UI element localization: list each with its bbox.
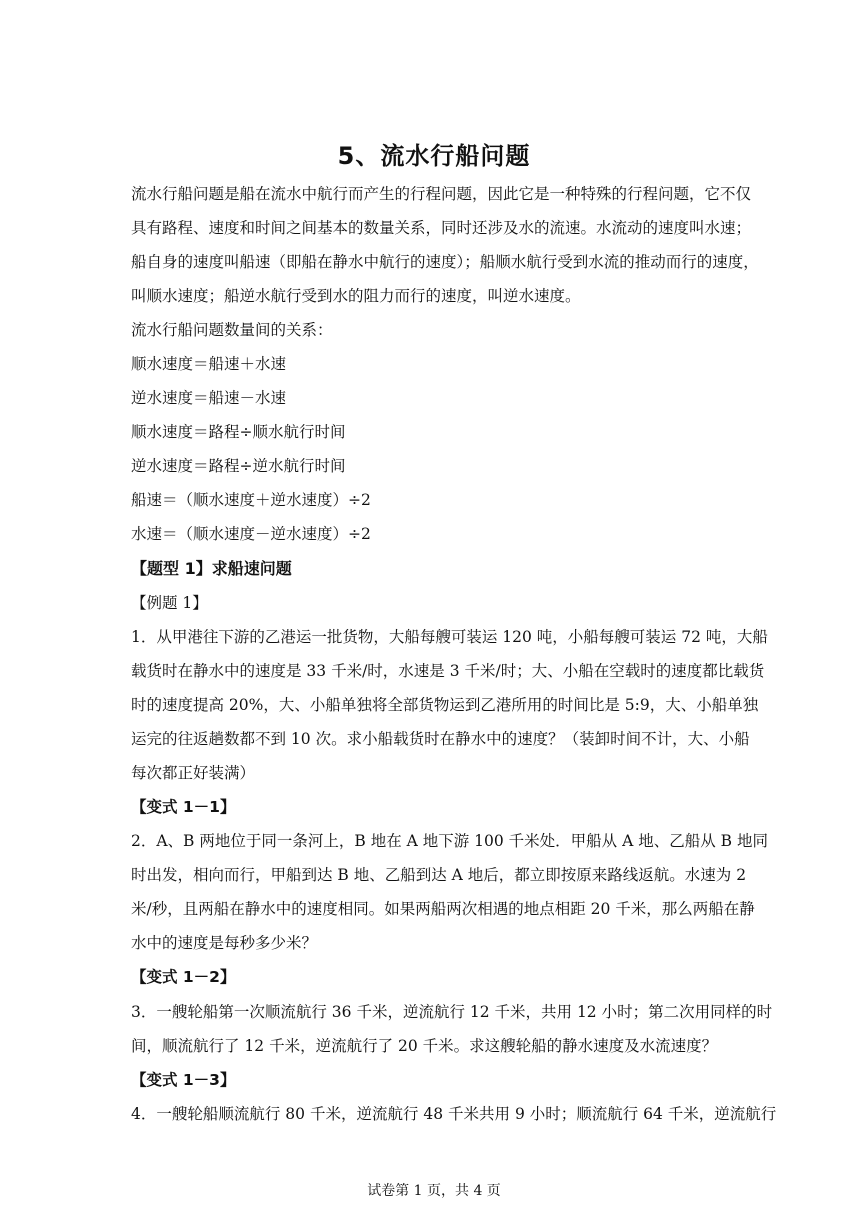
intro-line-2: 具有路程、速度和时间之间基本的数量关系，同时还涉及水的流速。水流动的速度叫水速； xyxy=(131,219,752,237)
problem-2-line: 米/秒，且两船在静水中的速度相同。如果两船两次相遇的地点相距 20 千米，那么两船在静 xyxy=(131,900,755,918)
relation-line: 水速＝（顺水速度－逆水速度）÷2 xyxy=(131,525,371,543)
problem-1-line: 1．从甲港往下游的乙港运一批货物，大船每艘可装运 120 吨，小船每艘可装运 72 吨，大船 xyxy=(131,628,768,646)
page-title: 5、流水行船问题 xyxy=(337,142,531,170)
variant-label: 【变式 1－3】 xyxy=(131,1071,236,1089)
problem-2-line: 2．A、B 两地位于同一条河上，B 地在 A 地下游 100 千米处．甲船从 A 地、乙船从 B 地同 xyxy=(131,832,768,850)
variant-label: 【变式 1－2】 xyxy=(131,968,236,986)
intro-line-4: 叫顺水速度；船逆水航行受到水的阻力而行的速度，叫逆水速度。 xyxy=(131,287,581,305)
problem-3-line: 间，顺流航行了 12 千米，逆流航行了 20 千米。求这艘轮船的静水速度及水流速度？ xyxy=(131,1037,718,1055)
problem-1-line: 运完的往返趟数都不到 10 次。求小船载货时在静水中的速度？（装卸时间不计，大、小船 xyxy=(131,730,750,748)
relation-line: 逆水速度＝船速－水速 xyxy=(131,389,287,407)
relation-line: 逆水速度＝路程÷逆水航行时间 xyxy=(131,457,346,475)
problem-1-line: 每次都正好装满） xyxy=(131,764,256,782)
problem-1-line: 时的速度提高 20%，大、小船单独将全部货物运到乙港所用的时间比是 5:9，大、小船单独 xyxy=(131,696,759,714)
example-label: 【例题 1】 xyxy=(131,594,208,612)
intro-line-1: 流水行船问题是船在流水中航行而产生的行程问题，因此它是一种特殊的行程问题，它不仅 xyxy=(131,185,752,203)
variant-label: 【变式 1－1】 xyxy=(131,798,236,816)
relations-heading: 流水行船问题数量间的关系： xyxy=(131,321,333,339)
section-heading: 【题型 1】求船速问题 xyxy=(131,559,292,578)
intro-line-3: 船自身的速度叫船速（即船在静水中航行的速度）；船顺水航行受到水流的推动而行的速度， xyxy=(131,253,759,271)
problem-1-line: 载货时在静水中的速度是 33 千米/时，水速是 3 千米/时；大、小船在空载时的速度都比载货 xyxy=(131,662,765,680)
page-footer: 试卷第 1 页，共 4 页 xyxy=(367,1183,501,1199)
problem-2-line: 水中的速度是每秒多少米？ xyxy=(131,934,318,952)
problem-2-line: 时出发，相向而行，甲船到达 B 地、乙船到达 A 地后，都立即按原来路线返航。水速为 2 xyxy=(131,866,747,884)
relation-line: 船速＝（顺水速度＋逆水速度）÷2 xyxy=(131,491,371,509)
problem-4-line: 4．一艘轮船顺流航行 80 千米，逆流航行 48 千米共用 9 小时；顺流航行 64 千米，逆流航行 xyxy=(131,1105,777,1123)
relation-line: 顺水速度＝路程÷顺水航行时间 xyxy=(131,423,346,441)
problem-3-line: 3．一艘轮船第一次顺流航行 36 千米，逆流航行 12 千米，共用 12 小时；第二次用同样的时 xyxy=(131,1003,773,1021)
relation-line: 顺水速度＝船速＋水速 xyxy=(131,355,287,373)
